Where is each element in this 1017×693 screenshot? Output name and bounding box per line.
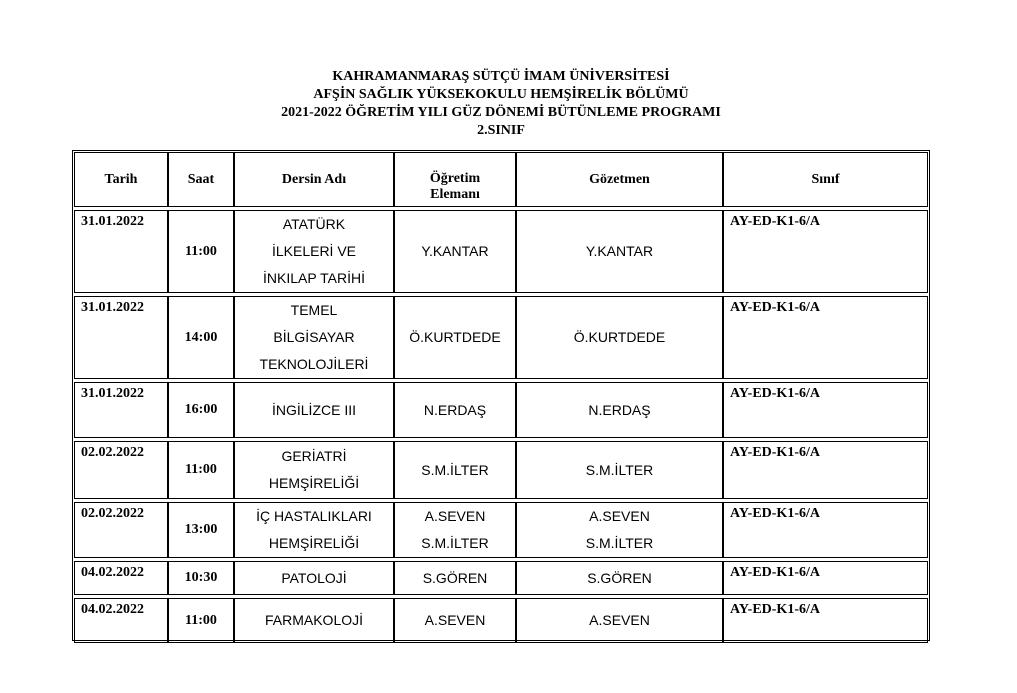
university-name: KAHRAMANMARAŞ SÜTÇÜ İMAM ÜNİVERSİTESİ: [332, 69, 670, 84]
time-cell: 13:00: [168, 502, 234, 558]
table-row: [74, 598, 928, 643]
school-department: AFŞİN SAĞLIK YÜKSEKOKULU HEMŞİRELİK BÖLÜMÜ: [313, 87, 689, 102]
time-cell: 16:00: [168, 382, 234, 438]
time-cell: 11:00: [168, 441, 234, 499]
course-cell: [234, 441, 394, 499]
column-header-sinif: Sınıf: [723, 152, 928, 207]
table-row: [74, 502, 928, 558]
instructor-name: Ö.KURTDEDE: [409, 329, 501, 345]
proctor-cell: [516, 296, 723, 379]
proctor-cell: [516, 210, 723, 293]
instructor-cell: [394, 441, 516, 499]
instructor-name: N.ERDAŞ: [423, 401, 487, 418]
course-cell: [234, 502, 394, 558]
course-name-line: TEKNOLOJİLERİ: [259, 356, 369, 372]
proctor-name: A.SEVEN: [589, 508, 650, 524]
classroom-cell: AY-ED-K1-6/A: [723, 441, 928, 499]
course-name-line: HEMŞİRELİĞİ: [268, 475, 360, 491]
table-body: [74, 207, 928, 643]
date-cell: 31.01.2022: [74, 210, 168, 293]
course-cell: [234, 210, 394, 293]
course-name-line: HEMŞİRELİĞİ: [268, 535, 360, 551]
classroom-cell: AY-ED-K1-6/A: [723, 296, 928, 379]
table-row: [74, 210, 928, 293]
proctor-name: Y.KANTAR: [585, 243, 654, 259]
instructor-name: S.M.İLTER: [421, 461, 489, 478]
date-cell: 02.02.2022: [74, 441, 168, 499]
course-name-line: İÇ HASTALIKLARI: [256, 508, 372, 524]
course-cell: [234, 382, 394, 438]
proctor-name: Ö.KURTDEDE: [573, 329, 666, 345]
column-header-gozetmen: Gözetmen: [516, 152, 723, 207]
course-name-line: BİLGİSAYAR: [273, 329, 355, 345]
classroom-cell: AY-ED-K1-6/A: [723, 502, 928, 558]
course-cell: [234, 296, 394, 379]
column-header-tarih: Tarih: [74, 152, 168, 207]
proctor-name: A.SEVEN: [589, 612, 650, 628]
proctor-cell: [516, 441, 723, 499]
instructor-name: A.SEVEN: [424, 612, 486, 628]
course-name-line: TEMEL: [290, 302, 338, 318]
date-cell: 02.02.2022: [74, 502, 168, 558]
instructor-name: Y.KANTAR: [421, 243, 489, 259]
proctor-name: S.M.İLTER: [585, 461, 654, 478]
program-title: 2021-2022 ÖĞRETİM YILI GÜZ DÖNEMİ BÜTÜNLEME PROGRAMI: [281, 105, 721, 120]
instructor-cell: [394, 561, 516, 595]
course-cell: [234, 561, 394, 595]
table-row: [74, 382, 928, 438]
time-cell: 11:00: [168, 598, 234, 643]
course-name-line: İNKILAP TARİHİ: [263, 270, 365, 286]
column-header-ogretim-line2: Elemanı: [430, 187, 480, 202]
instructor-cell: [394, 296, 516, 379]
classroom-cell: AY-ED-K1-6/A: [723, 598, 928, 643]
course-name-line: GERİATRİ: [281, 448, 347, 464]
column-header-ders: Dersin Adı: [234, 152, 394, 207]
date-cell: 31.01.2022: [74, 296, 168, 379]
exam-schedule-table: [74, 152, 928, 643]
instructor-cell: [394, 382, 516, 438]
proctor-cell: [516, 382, 723, 438]
column-header-ogretim: [394, 152, 516, 207]
proctor-name: S.M.İLTER: [585, 535, 654, 551]
column-header-ogretim-line1: Öğretim: [429, 171, 481, 186]
table-header-row: [74, 152, 928, 207]
instructor-cell: [394, 598, 516, 643]
date-cell: 31.01.2022: [74, 382, 168, 438]
proctor-name: S.GÖREN: [587, 569, 652, 586]
date-cell: 04.02.2022: [74, 598, 168, 643]
date-cell: 04.02.2022: [74, 561, 168, 595]
time-cell: 10:30: [168, 561, 234, 595]
table-row: [74, 561, 928, 595]
course-name-line: İNGİLİZCE III: [271, 401, 356, 418]
instructor-name: A.SEVEN: [424, 508, 486, 524]
classroom-cell: AY-ED-K1-6/A: [723, 382, 928, 438]
classroom-cell: AY-ED-K1-6/A: [723, 561, 928, 595]
proctor-cell: [516, 502, 723, 558]
table-row: [74, 441, 928, 499]
instructor-cell: [394, 502, 516, 558]
instructor-cell: [394, 210, 516, 293]
time-cell: 14:00: [168, 296, 234, 379]
course-cell: [234, 598, 394, 643]
proctor-name: N.ERDAŞ: [588, 401, 651, 418]
classroom-cell: AY-ED-K1-6/A: [723, 210, 928, 293]
course-name-line: ATATÜRK: [282, 216, 346, 232]
course-name-line: PATOLOJİ: [281, 569, 347, 586]
time-cell: 11:00: [168, 210, 234, 293]
proctor-cell: [516, 561, 723, 595]
column-header-saat: Saat: [168, 152, 234, 207]
document-header: [0, 68, 1002, 140]
instructor-name: S.GÖREN: [422, 569, 488, 586]
course-name-line: İLKELERİ VE: [271, 243, 357, 259]
instructor-name: S.M.İLTER: [421, 535, 489, 551]
proctor-cell: [516, 598, 723, 643]
class-level: 2.SINIF: [477, 123, 525, 138]
table-row: [74, 296, 928, 379]
course-name-line: FARMAKOLOJİ: [264, 612, 364, 628]
